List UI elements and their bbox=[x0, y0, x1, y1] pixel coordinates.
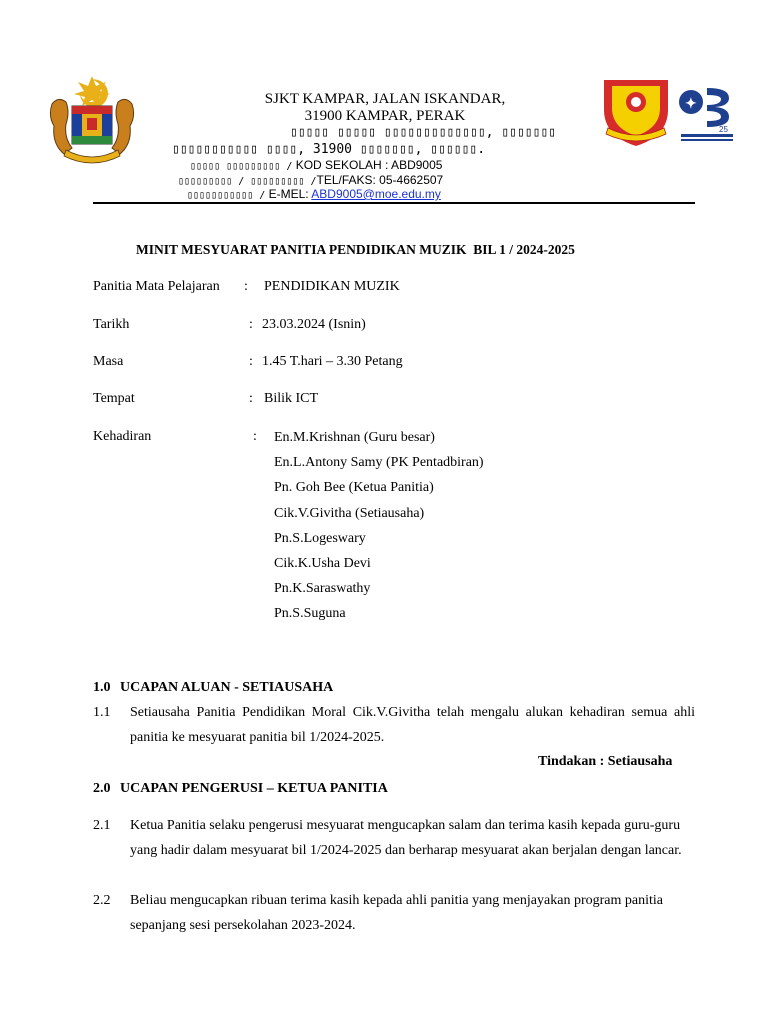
item-number: 1.1 bbox=[93, 705, 111, 720]
attendee: Pn.K.Saraswathy bbox=[274, 581, 371, 597]
ministry-logo bbox=[677, 82, 737, 144]
item-number: 2.1 bbox=[93, 818, 111, 833]
item-number: 2.2 bbox=[93, 893, 111, 908]
item-text: Ketua Panitia selaku pengerusi mesyuarat mengucapkan salam dan terima kasih kepada guru-guru yang hadir dalam mesyuarat bil 1/2024-2025 dan berharap mesyuarat akan berjalan dengan lancar. bbox=[130, 818, 682, 858]
school-logo bbox=[600, 74, 672, 148]
item-text: Setiausaha Panitia Pendidikan Moral Cik.V.Givitha telah mengalu alukan kehadiran semua ahli panitia ke mesyuarat panitia bil 1/2024-2025. bbox=[130, 705, 695, 745]
coat-of-arms-logo bbox=[44, 74, 140, 166]
school-phone bbox=[178, 173, 443, 187]
school-code-text: KOD SEKOLAH : ABD9005 bbox=[292, 158, 443, 172]
school-email-tamil: ▯▯▯▯▯▯▯▯▯▯▯ / bbox=[187, 190, 266, 201]
info-row-panitia bbox=[93, 279, 693, 295]
attendee: Cik.V.Givitha (Setiausaha) bbox=[274, 505, 425, 521]
section-number: 2.0 bbox=[93, 781, 111, 796]
attendee: Pn.S.Logeswary bbox=[274, 530, 366, 546]
action-note: Tindakan : Setiausaha bbox=[538, 754, 673, 769]
attendance-label: Kehadiran bbox=[93, 429, 152, 444]
attendee: En.M.Krishnan (Guru besar) bbox=[274, 430, 435, 445]
school-name: SJKT KAMPAR, JALAN ISKANDAR, bbox=[264, 91, 506, 107]
page-title: MINIT MESYUARAT PANITIA PENDIDIKAN MUZIK BIL 1 / 2024-2025 bbox=[136, 242, 575, 257]
section-heading bbox=[93, 680, 333, 696]
email-link[interactable]: ABD9005@moe.edu.my bbox=[311, 187, 441, 201]
section-heading bbox=[93, 781, 388, 797]
info-label: Tarikh bbox=[93, 317, 130, 332]
email-label: E-MEL: bbox=[265, 187, 312, 201]
svg-text:✦: ✦ bbox=[685, 95, 697, 111]
info-value: 1.45 T.hari – 3.30 Petang bbox=[262, 354, 403, 369]
info-row-tempat bbox=[93, 391, 693, 407]
section-number: 1.0 bbox=[93, 680, 111, 695]
info-label: Tempat bbox=[93, 391, 135, 406]
school-code-tamil: ▯▯▯▯▯ ▯▯▯▯▯▯▯▯▯ / bbox=[190, 161, 293, 172]
attendee: Pn. Goh Bee (Ketua Panitia) bbox=[274, 480, 434, 496]
attendee: Cik.K.Usha Devi bbox=[274, 556, 371, 572]
school-email bbox=[187, 187, 441, 201]
info-separator: : bbox=[244, 279, 248, 294]
info-separator: : bbox=[249, 391, 253, 406]
attendee: En.L.Antony Samy (PK Pentadbiran) bbox=[274, 455, 484, 471]
info-value: PENDIDIKAN MUZIK bbox=[264, 279, 400, 294]
attendance-separator: : bbox=[253, 429, 257, 444]
school-address: 31900 KAMPAR, PERAK bbox=[304, 108, 466, 124]
info-row-masa bbox=[93, 354, 693, 370]
school-code bbox=[190, 158, 442, 172]
section-title: UCAPAN PENGERUSI – KETUA PANITIA bbox=[120, 781, 388, 796]
info-label: Masa bbox=[93, 354, 124, 369]
info-separator: : bbox=[249, 317, 253, 332]
attendee: Pn.S.Suguna bbox=[274, 606, 346, 622]
school-phone-text: TEL/FAKS: 05-4662507 bbox=[316, 173, 444, 187]
school-name-tamil: ▯▯▯▯▯ ▯▯▯▯▯ ▯▯▯▯▯▯▯▯▯▯▯▯▯, ▯▯▯▯▯▯▯ bbox=[290, 125, 557, 140]
info-row-tarikh bbox=[93, 317, 693, 333]
school-phone-tamil: ▯▯▯▯▯▯▯▯▯ / ▯▯▯▯▯▯▯▯▯ / bbox=[178, 176, 317, 187]
attendance-list bbox=[274, 425, 484, 627]
info-label: Panitia Mata Pelajaran bbox=[93, 279, 220, 294]
svg-text:25: 25 bbox=[719, 125, 728, 134]
header-divider bbox=[93, 202, 695, 204]
school-address-tamil: ▯▯▯▯▯▯▯▯▯▯▯ ▯▯▯▯, 31900 ▯▯▯▯▯▯▯, ▯▯▯▯▯▯. bbox=[172, 142, 486, 157]
section-title: UCAPAN ALUAN - SETIAUSAHA bbox=[120, 680, 334, 695]
info-value: Bilik ICT bbox=[264, 391, 319, 406]
info-value: 23.03.2024 (Isnin) bbox=[262, 317, 366, 332]
item-text: Beliau mengucapkan ribuan terima kasih kepada ahli panitia yang menjayakan program panitia sepanjang sesi persekolahan 2023-2024. bbox=[130, 893, 663, 933]
info-separator: : bbox=[249, 354, 253, 369]
